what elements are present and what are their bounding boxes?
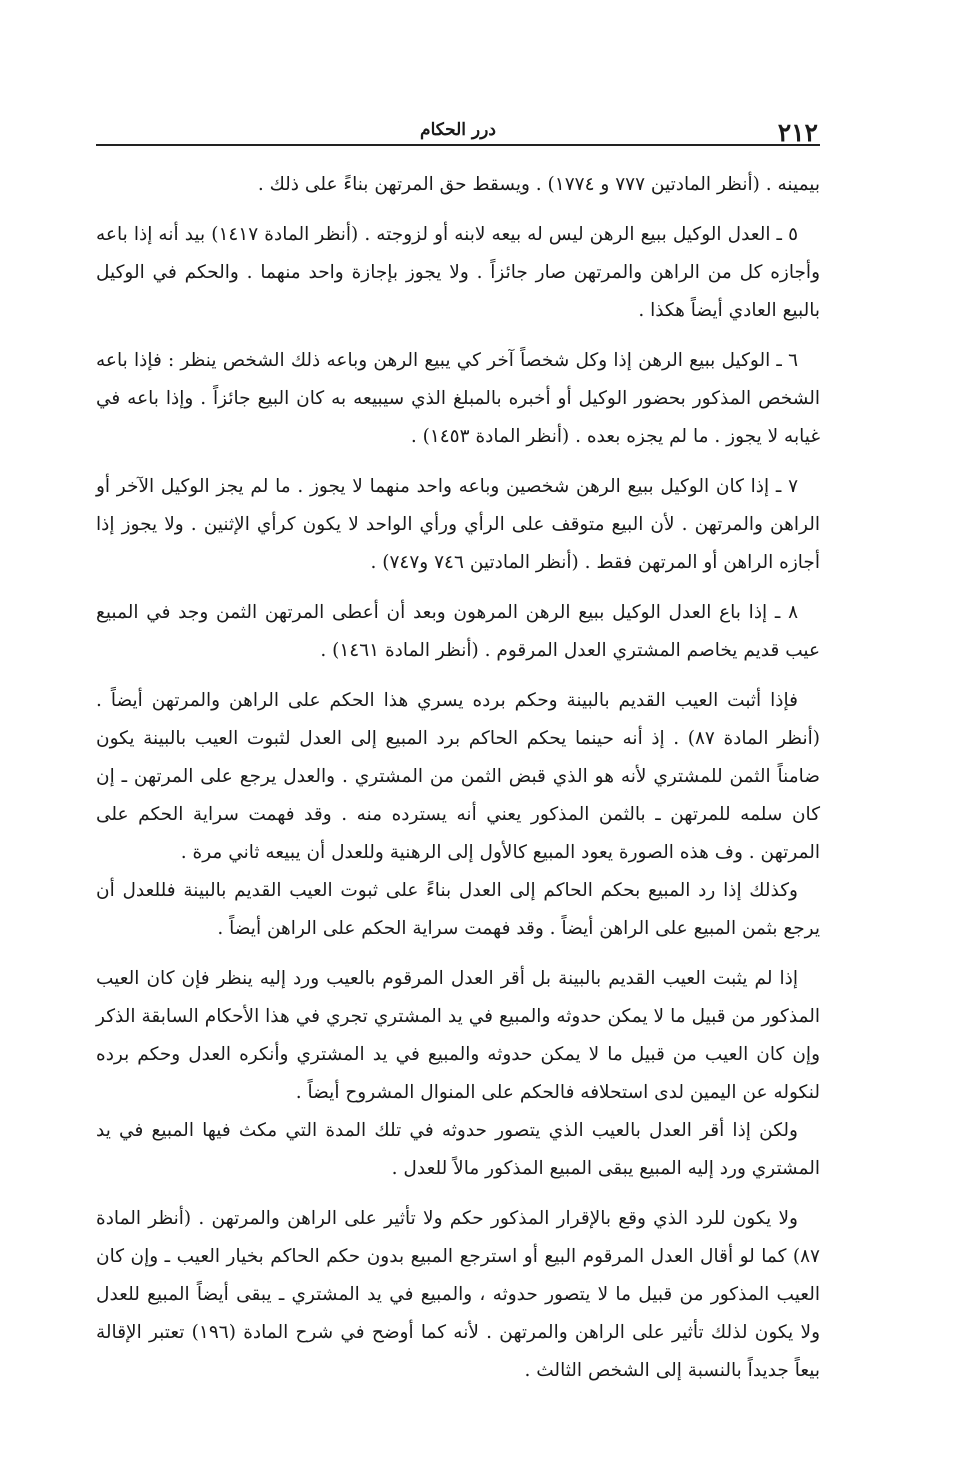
paragraph-unproven-defect: إذا لم يثبت العيب القديم بالبينة بل أقر العدل المرقوم بالعيب ورد إليه ينظر فإن كان العيب المذكور من قبيل ما لا يمكن حدوثه والمبيع في يد المشتري تجري في هذا الأحكام السابقة الذكر وإن كان العيب من قبيل ما لا يمكن حدوثه والمبيع في يد المشتري وأنكره العدل وحكم برده لنكوله عن اليمين لدى استحلافه فالحكم على المنوال المشروح أيضاً . bbox=[96, 968, 820, 1103]
paragraph-no-effect: ولا يكون للرد الذي وقع بالإقرار المذكور حكم ولا تأثير على الراهن والمرتهن . (أنظر المادة ٨٧) كما لو أقال العدل المرقوم البيع أو استرجع المبيع بدون حكم الحاكم بخيار العيب ـ وإن كان العيب المذكور من قبيل ما لا يتصور حدوثه ، والمبيع في يد المشتري ـ يبقى أيضاً المبيع للعدل ولا يكون لذلك تأثير على الراهن والمرتهن . لأنه كما أوضح في شرح المادة (١٩٦) تعتبر الإقالة بيعاً جديداً بالنسبة إلى الشخص الثالث . bbox=[96, 1208, 821, 1381]
paragraph-return-to-pledgor: وكذلك إذا رد المبيع بحكم الحاكم إلى العدل بناءً على ثبوت العيب القديم بالبينة فللعدل أن يرجع بثمن المبيع على الراهن أيضاً . وقد فهمت سراية الحكم على الراهن أيضاً . bbox=[96, 880, 820, 939]
paragraph-proven-defect: فإذا أثبت العيب القديم بالبينة وحكم برده يسري هذا الحكم على الراهن والمرتهن أيضاً . (أنظر المادة ٨٧) . إذ أنه حينما يحكم الحاكم برد المبيع إلى العدل لثبوت العيب بالبينة يكون ضامناً الثمن للمشتري لأنه هو الذي قبض الثمن من المشتري . والعدل يرجع على المرتهن ـ إن كان سلمه للمرتهن ـ بالثمن المذكور يعني أنه يسترده منه . وقد فهمت سراية الحكم على المرتهن . وف هذه الصورة يعود المبيع كالأول إلى الرهنية وللعدل أن يبيعه ثاني مرة . bbox=[96, 690, 820, 863]
paragraph-item-6: ٦ ـ الوكيل ببيع الرهن إذا وكل شخصاً آخر كي يبيع الرهن وباعه ذلك الشخص ينظر : فإذا باعه الشخص المذكور بحضور الوكيل أو أخبره بالمبلغ الذي سيبيعه به كان البيع جائزاً . وإذا باعه في غيابه لا يجوز . ما لم يجزه بعده . (أنظر المادة ١٤٥٣) . bbox=[96, 350, 820, 447]
page-number: ٢١٢ bbox=[777, 118, 818, 147]
page-header bbox=[96, 108, 820, 146]
paragraph-continuation: بيمينه . (أنظر المادتين ٧٧٧ و ١٧٧٤) . ويسقط حق المرتهن بناءً على ذلك . bbox=[257, 174, 820, 195]
paragraph-acknowledged-defect: ولكن إذا أقر العدل بالعيب الذي يتصور حدوثه في تلك المدة التي مكث فيها المبيع في يد المشتري ورد إليه المبيع يبقى المبيع المذكور مالاً للعدل . bbox=[96, 1120, 820, 1179]
paragraph-item-8: ٨ ـ إذا باع العدل الوكيل ببيع الرهن المرهون وبعد أن أعطى المرتهن الثمن وجد في المبيع عيب قديم يخاصم المشتري العدل المرقوم . (أنظر المادة ١٤٦١) . bbox=[96, 602, 820, 661]
paragraph-item-7: ٧ ـ إذا كان الوكيل ببيع الرهن شخصين وباعه واحد منهما لا يجوز . ما لم يجز الوكيل الآخر أو الراهن والمرتهن . لأن البيع متوقف على الرأي ورأي الواحد لا يكون كرأي الإثنين . ولا يجوز إذا أجازه الراهن أو المرتهن فقط . (أنظر المادتين ٧٤٦ و٧٤٧) . bbox=[96, 476, 820, 573]
book-page bbox=[96, 108, 820, 1390]
running-title: درر الحكام bbox=[420, 120, 496, 140]
paragraph-item-5: ٥ ـ العدل الوكيل ببيع الرهن ليس له بيعه لابنه أو لزوجته . (أنظر المادة ١٤١٧) بيد أنه إذا باعه وأجازه كل من الراهن والمرتهن صار جائزاً . ولا يجوز بإجازة واحد منهما . والحكم في الوكيل بالبيع العادي أيضاً هكذا . bbox=[96, 224, 820, 321]
body-text bbox=[96, 166, 820, 1390]
